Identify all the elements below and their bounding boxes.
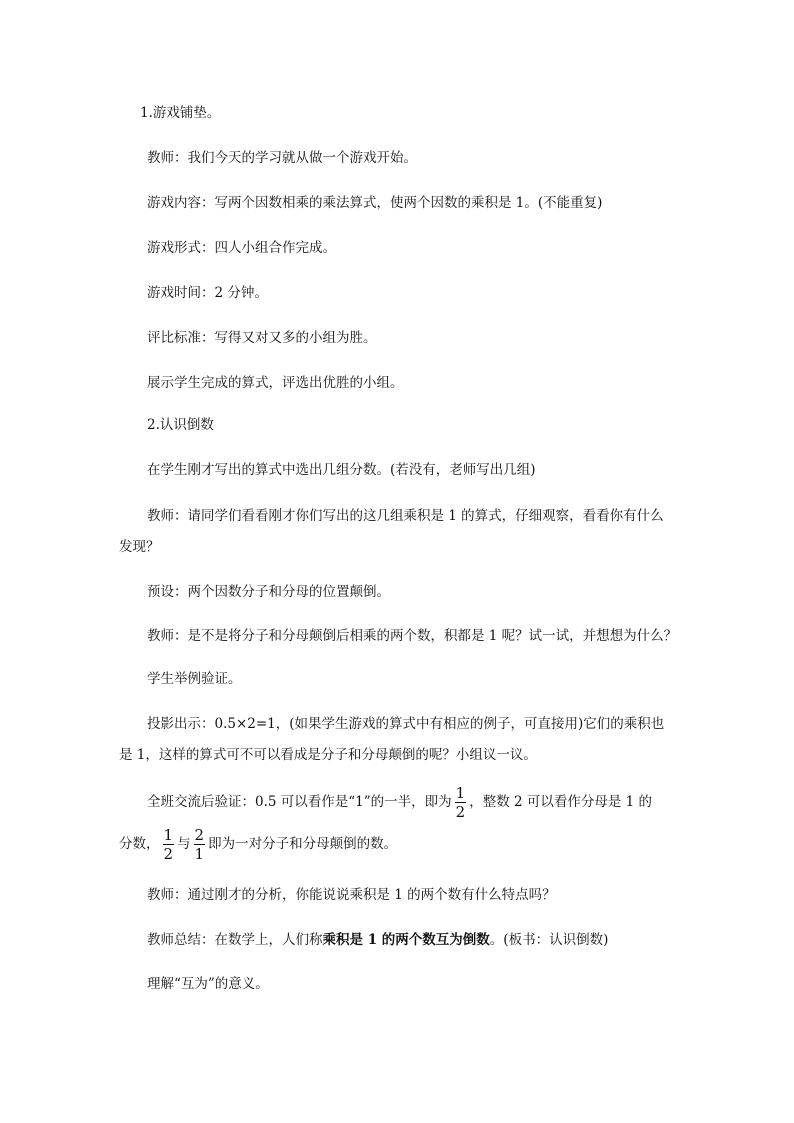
paragraph: 投影出示：0.5×2=1，(如果学生游戏的算式中有相应的例子，可直接用)它们的乘积也 bbox=[147, 716, 665, 732]
paragraph: 教师：是不是将分子和分母颠倒后相乘的两个数，积都是 1 呢？试一试，并想想为什么？ bbox=[147, 628, 678, 644]
definition-emphasis: 乘积是 1 的两个数互为倒数 bbox=[322, 932, 490, 948]
paragraph: 展示学生完成的算式，评选出优胜的小组。 bbox=[147, 375, 404, 391]
paragraph: 游戏形式：四人小组合作完成。 bbox=[147, 240, 336, 256]
paragraph: 教师：通过刚才的分析，你能说说乘积是 1 的两个数有什么特点吗？ bbox=[147, 887, 556, 903]
paragraph: 教师：请同学们看看刚才你们写出的这几组乘积是 1 的算式，仔细观察，看看你有什么 bbox=[147, 508, 664, 524]
paragraph: 学生举例验证。 bbox=[147, 671, 242, 687]
fraction-two-over-one: $\frac{2}{1}$ bbox=[194, 826, 205, 863]
paragraph-continuation: 是 1，这样的算式可不可以看成是分子和分母颠倒的呢？小组议一议。 bbox=[119, 747, 537, 763]
fraction-one-half: $\frac{1}{2}$ bbox=[163, 826, 174, 863]
section-heading-reciprocal: 2.认识倒数 bbox=[147, 417, 214, 433]
paragraph: 游戏时间：2 分钟。 bbox=[147, 285, 268, 301]
paragraph: 在学生刚才写出的算式中选出几组分数。(若没有，老师写出几组) bbox=[147, 462, 536, 478]
paragraph-summary: 教师总结：在数学上，人们称乘积是 1 的两个数互为倒数。(板书：认识倒数) bbox=[147, 932, 609, 948]
paragraph: 理解“互为”的意义。 bbox=[147, 976, 269, 992]
paragraph: 预设：两个因数分子和分母的位置颠倒。 bbox=[147, 584, 390, 600]
fraction-one-half: $\frac{1}{2}$ bbox=[455, 784, 466, 821]
paragraph-continuation-with-fractions: 分数， $\frac{1}{2}$ 与 $\frac{2}{1}$ 即为一对分子和分母颠倒的数。 bbox=[119, 826, 398, 863]
paragraph-with-fraction: 全班交流后验证：0.5 可以看作是“1”的一半，即为 $\frac{1}{2}$ ，整数 2 可以看作分母是 1 的 bbox=[147, 784, 653, 821]
section-heading-game: 1.游戏铺垫。 bbox=[140, 105, 221, 121]
paragraph-continuation: 发现？ bbox=[119, 539, 160, 555]
paragraph: 游戏内容：写两个因数相乘的乘法算式，使两个因数的乘积是 1。(不能重复) bbox=[147, 195, 603, 211]
paragraph: 评比标准：写得又对又多的小组为胜。 bbox=[147, 330, 377, 346]
paragraph: 教师：我们今天的学习就从做一个游戏开始。 bbox=[147, 150, 417, 166]
